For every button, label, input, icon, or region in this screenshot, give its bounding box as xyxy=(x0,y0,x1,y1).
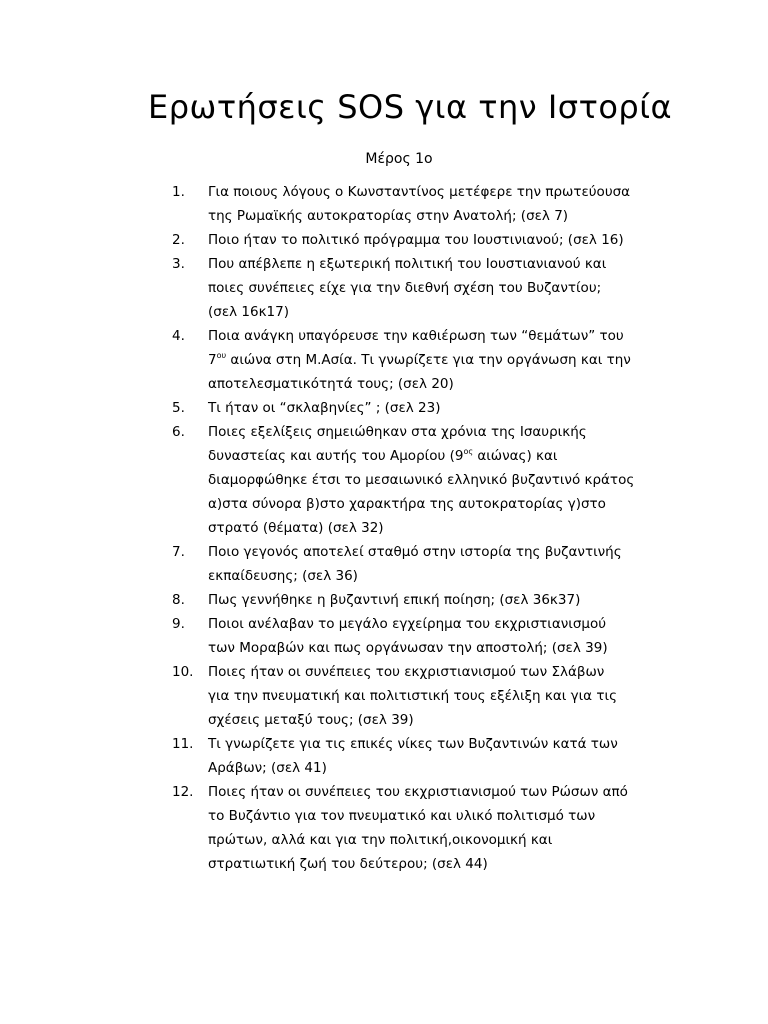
text-segment: αποτελεσματικότητά τους; (σελ 20) xyxy=(208,376,454,392)
ordinal-superscript: ος xyxy=(463,447,474,456)
text-segment: των Μοραβών και πως οργάνωσαν την αποστολή; (σελ 39) xyxy=(208,640,608,656)
list-item xyxy=(172,228,682,252)
question-text-line xyxy=(208,252,682,276)
question-text-line xyxy=(208,372,682,396)
text-segment: αιώνας) και xyxy=(473,448,558,464)
question-text-line xyxy=(208,228,682,252)
question-text-line xyxy=(208,756,682,780)
question-number: 9. xyxy=(172,616,185,632)
text-segment: αιώνα στη Μ.Ασία. Τι γνωρίζετε για την οργάνωση και την xyxy=(226,352,631,368)
list-item xyxy=(172,252,682,324)
text-segment: Ποια ανάγκη υπαγόρευσε την καθιέρωση των “θεμάτων” του xyxy=(208,328,624,344)
ordinal-superscript: ου xyxy=(216,351,227,360)
text-segment: Ποιοι ανέλαβαν το μεγάλο εγχείρημα του εκχριστιανισμού xyxy=(208,616,607,632)
text-segment: ποιες συνέπειες είχε για την διεθνή σχέση του Βυζαντίου; xyxy=(208,280,602,296)
page-subtitle: Μέρος 1ο xyxy=(365,151,433,167)
list-item xyxy=(172,612,682,660)
question-text-line xyxy=(208,660,682,684)
question-text-line xyxy=(208,828,682,852)
text-segment: Ποιες ήταν οι συνέπειες του εκχριστιανισμού των Ρώσων από xyxy=(208,784,628,800)
text-segment: δυναστείας και αυτής του Αμορίου (9 xyxy=(208,448,464,464)
question-text-line xyxy=(208,300,682,324)
text-segment: Πως γεννήθηκε η βυζαντινή επική ποίηση; (σελ 36κ37) xyxy=(208,592,581,608)
text-segment: Ποιες ήταν οι συνέπειες του εκχριστιανισμού των Σλάβων xyxy=(208,664,605,680)
question-text-line xyxy=(208,420,682,444)
question-number: 4. xyxy=(172,328,185,344)
question-text-line xyxy=(208,444,682,468)
question-text-line xyxy=(208,804,682,828)
text-segment: α)στα σύνορα β)στο χαρακτήρα της αυτοκρατορίας γ)στο xyxy=(208,496,606,512)
question-text-line xyxy=(208,324,682,348)
list-item xyxy=(172,180,682,228)
question-text-line xyxy=(208,732,682,756)
question-number: 11. xyxy=(172,736,194,752)
question-text-line xyxy=(208,180,682,204)
text-segment: Τι ήταν οι “σκλαβηνίες” ; (σελ 23) xyxy=(208,400,441,416)
list-item xyxy=(172,588,682,612)
list-item xyxy=(172,396,682,420)
question-text-line xyxy=(208,588,682,612)
question-number: 10. xyxy=(172,664,194,680)
question-text-line xyxy=(208,684,682,708)
text-segment: στρατό (θέματα) (σελ 32) xyxy=(208,520,384,536)
list-item xyxy=(172,540,682,588)
text-segment: Ποιο γεγονός αποτελεί σταθμό στην ιστορία της βυζαντινής xyxy=(208,544,622,560)
question-number: 12. xyxy=(172,784,194,800)
question-text-line xyxy=(208,636,682,660)
question-text-line xyxy=(208,492,682,516)
text-segment: εκπαίδευσης; (σελ 36) xyxy=(208,568,358,584)
text-segment: (σελ 16κ17) xyxy=(208,304,289,320)
text-segment: Ποιες εξελίξεις σημειώθηκαν στα χρόνια της Ισαυρικής xyxy=(208,424,587,440)
text-segment: Αράβων; (σελ 41) xyxy=(208,760,327,776)
question-text-line xyxy=(208,852,682,876)
text-segment: πρώτων, αλλά και για την πολιτική,οικονομική και xyxy=(208,832,553,848)
question-number: 6. xyxy=(172,424,185,440)
question-text-line xyxy=(208,348,682,372)
question-text-line xyxy=(208,708,682,732)
text-segment: για την πνευματική και πολιτιστική τους εξέλιξη και για τις xyxy=(208,688,617,704)
question-number: 7. xyxy=(172,544,185,560)
text-segment: διαμορφώθηκε έτσι το μεσαιωνικό ελληνικό βυζαντινό κράτος xyxy=(208,472,635,488)
text-segment: Τι γνωρίζετε για τις επικές νίκες των Βυζαντινών κατά των xyxy=(208,736,618,752)
question-text-line xyxy=(208,468,682,492)
text-segment: το Βυζάντιο για τον πνευματικό και υλικό πολιτισμό των xyxy=(208,808,596,824)
text-segment: της Ρωμαϊκής αυτοκρατορίας στην Ανατολή; (σελ 7) xyxy=(208,208,569,224)
list-item xyxy=(172,420,682,540)
list-item xyxy=(172,780,682,876)
text-segment: σχέσεις μεταξύ τους; (σελ 39) xyxy=(208,712,414,728)
question-number: 2. xyxy=(172,232,185,248)
list-item xyxy=(172,324,682,396)
question-list xyxy=(172,180,682,876)
question-text-line xyxy=(208,540,682,564)
question-text-line xyxy=(208,396,682,420)
question-number: 8. xyxy=(172,592,185,608)
list-item xyxy=(172,732,682,780)
text-segment: Που απέβλεπε η εξωτερική πολιτική του Ιουστιανιανού και xyxy=(208,256,607,272)
list-item xyxy=(172,660,682,732)
text-segment: 7 xyxy=(208,352,217,368)
question-number: 3. xyxy=(172,256,185,272)
text-segment: Για ποιους λόγους ο Κωνσταντίνος μετέφερε την πρωτεύουσα xyxy=(208,184,631,200)
page-title: Ερωτήσεις SOS για την Ιστορία xyxy=(148,88,673,126)
question-text-line xyxy=(208,564,682,588)
text-segment: Ποιο ήταν το πολιτικό πρόγραμμα του Ιουστινιανού; (σελ 16) xyxy=(208,232,624,248)
question-number: 5. xyxy=(172,400,185,416)
text-segment: στρατιωτική ζωή του δεύτερου; (σελ 44) xyxy=(208,856,488,872)
question-text-line xyxy=(208,780,682,804)
question-number: 1. xyxy=(172,184,185,200)
question-text-line xyxy=(208,516,682,540)
question-text-line xyxy=(208,204,682,228)
question-text-line xyxy=(208,276,682,300)
question-text-line xyxy=(208,612,682,636)
